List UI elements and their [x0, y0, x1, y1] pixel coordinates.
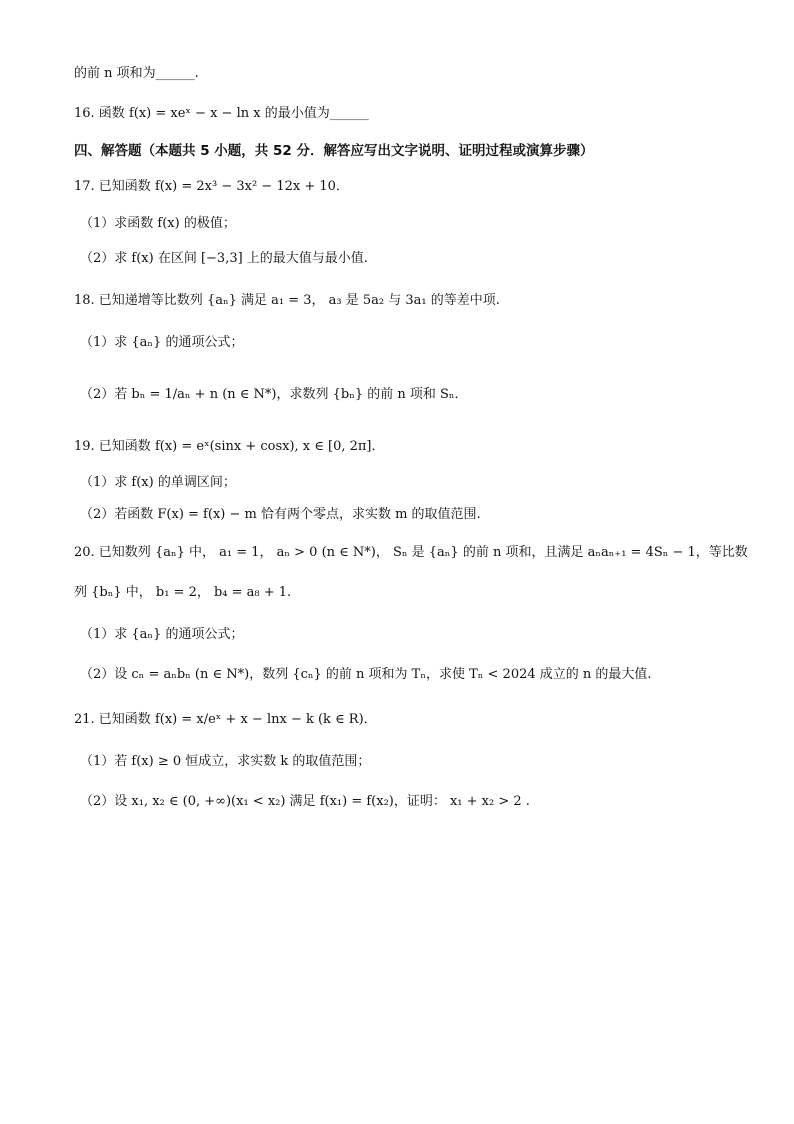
question-21: 21. 已知函数 f(x) = x/eˣ + x − lnx − k (k ∈ R)．	[74, 712, 377, 727]
question-20: 20. 已知数列 {aₙ} 中， a₁ = 1， aₙ > 0 (n ∈ N*)， Sₙ 是 {aₙ} 的前 n 项和，且满足 aₙaₙ₊₁ = 4Sₙ − 1，等比数	[74, 545, 748, 560]
question-21-part-2: （2）设 x₁, x₂ ∈ (0, +∞)(x₁ < x₂) 满足 f(x₁) = f(x₂)，证明： x₁ + x₂ > 2 .	[80, 794, 530, 809]
question-20-cont: 列 {bₙ} 中， b₁ = 2， b₄ = a₈ + 1.	[74, 585, 292, 600]
question-18-part-1: （1）求 {aₙ} 的通项公式；	[80, 335, 244, 350]
question-17: 17. 已知函数 f(x) = 2x³ − 3x² − 12x + 10．	[74, 179, 349, 194]
question-16: 16. 函数 f(x) = xeˣ − x − ln x 的最小值为______	[74, 106, 369, 121]
question-17-part-1: （1）求函数 f(x) 的极值；	[80, 216, 236, 231]
question-21-part-1: （1）若 f(x) ≥ 0 恒成立，求实数 k 的取值范围；	[80, 754, 371, 769]
section-heading: 四、解答题（本题共 5 小题，共 52 分．解答应写出文字说明、证明过程或演算步骤）	[74, 143, 594, 159]
question-17-part-2: （2）求 f(x) 在区间 [−3,3] 上的最大值与最小值.	[80, 251, 368, 266]
text-line-prev-blank: 的前 n 项和为______.	[74, 66, 199, 81]
question-19-part-2: （2）若函数 F(x) = f(x) − m 恰有两个零点，求实数 m 的取值范围.	[80, 507, 481, 522]
question-19-part-1: （1）求 f(x) 的单调区间；	[80, 475, 236, 490]
question-19: 19. 已知函数 f(x) = eˣ(sinx + cosx), x ∈ [0, 2π]．	[74, 439, 385, 454]
question-20-part-2: （2）设 cₙ = aₙbₙ (n ∈ N*)，数列 {cₙ} 的前 n 项和为 Tₙ，求使 Tₙ < 2024 成立的 n 的最大值.	[80, 667, 652, 682]
question-18-part-2: （2）若 bₙ = 1/aₙ + n (n ∈ N*)，求数列 {bₙ} 的前 n 项和 Sₙ．	[80, 387, 468, 402]
question-20-part-1: （1）求 {aₙ} 的通项公式；	[80, 627, 244, 642]
question-18: 18. 已知递增等比数列 {aₙ} 满足 a₁ = 3， a₃ 是 5a₂ 与 3a₁ 的等差中项.	[74, 293, 500, 308]
